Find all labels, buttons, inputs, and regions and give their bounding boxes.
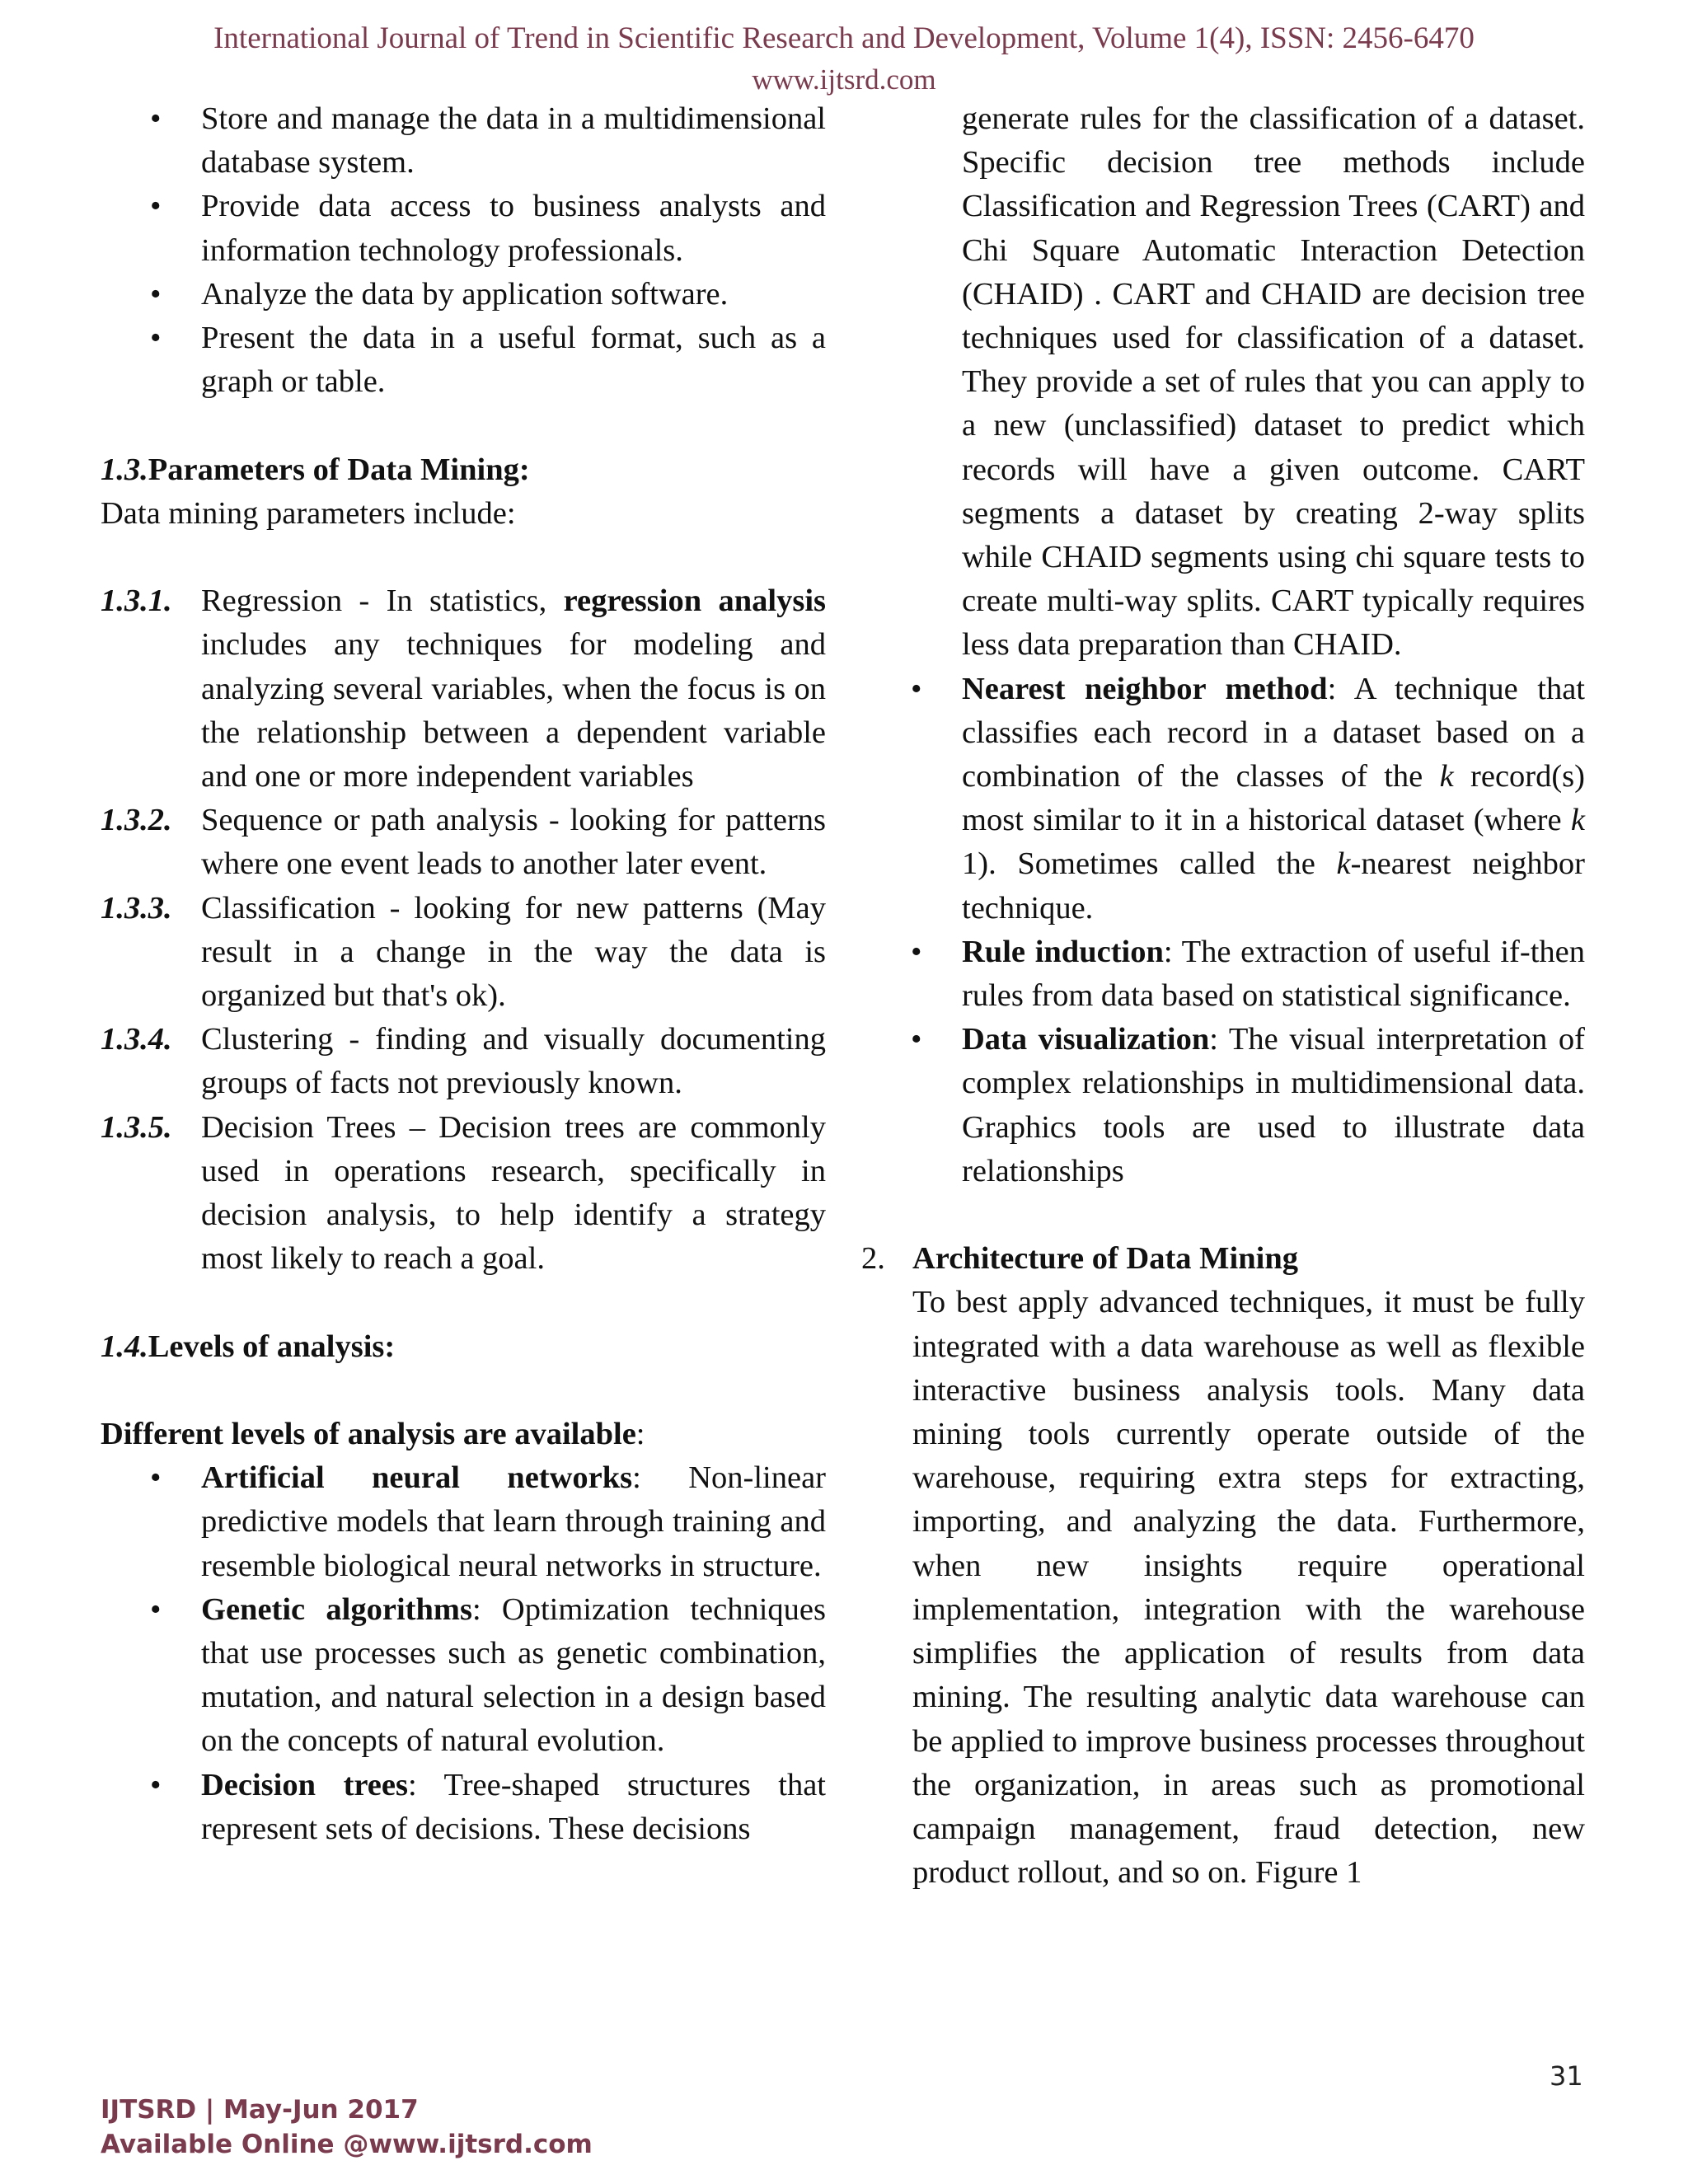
right-column	[861, 97, 1585, 1895]
level-item: • Genetic algorithms: Optimization techniques that use processes such as genetic combination, mutation, and natural selection in a design based on the concepts of natural evolution.	[101, 1588, 826, 1764]
bullet-icon: •	[150, 1767, 162, 1802]
bullet-item: • Provide data access to business analysts and information technology professionals.	[101, 185, 826, 272]
section-heading-2: 2. Architecture of Data Mining	[861, 1241, 1298, 1277]
levels-heading: Different levels of analysis are available:	[101, 1417, 645, 1452]
bullet-item: • Analyze the data by application software.	[101, 273, 826, 316]
section-intro: Data mining parameters include:	[101, 495, 516, 531]
parameter-item: 1.3.4. Clustering - finding and visually documenting groups of facts not previously known.	[101, 1022, 826, 1101]
bullet-icon: •	[150, 276, 162, 312]
bullet-icon: •	[150, 1460, 162, 1496]
bullet-icon: •	[150, 1591, 162, 1627]
level-item: • Nearest neighbor method: A technique that classifies each record in a dataset based on a combination of the classes of the k record(s) most similar to it in a historical dataset (where k 1). Sometimes called the k-nearest neighbor technique.	[861, 668, 1585, 930]
level-item: • Rule induction: The extraction of useful if-then rules from data based on statistical significance.	[861, 930, 1585, 1018]
bullet-icon: •	[150, 189, 162, 224]
footer-online: Available Online @www.ijtsrd.com	[101, 2130, 593, 2159]
bullet-icon: •	[911, 1022, 922, 1057]
bullet-item: • Store and manage the data in a multidimensional database system.	[101, 97, 826, 185]
bullet-icon: •	[911, 671, 922, 706]
continued-paragraph: generate rules for the classification of a dataset. Specific decision tree methods include Classification and Regression Trees (CART) and Chi Square Automatic Interaction Detection (CHAID) . CART and CHAID are decision tree techniques used for classification of a dataset. They provide a set of rules that you can apply to a new (unclassified) dataset to predict which records will have a given outcome. CART segments a dataset by creating 2-way splits while CHAID segments using chi square tests to create multi-way splits. CART typically requires less data preparation than CHAID.	[962, 101, 1585, 663]
journal-header: International Journal of Trend in Scientific Research and Development, Volume 1(4), ISSN: 2456-6470	[213, 21, 1475, 55]
left-column	[101, 97, 826, 1851]
bullet-icon: •	[150, 321, 162, 356]
section-heading-1-4: 1.4.Levels of analysis:	[101, 1329, 396, 1364]
parameter-item: 1.3.1. Regression - In statistics, regression analysis includes any techniques for modeling and analyzing several variables, when the focus is on the relationship between a dependent variable and one or more independent variables	[101, 583, 826, 794]
parameter-item: 1.3.5. Decision Trees – Decision trees are commonly used in operations research, specifically in decision analysis, to help identify a strategy most likely to reach a goal.	[101, 1109, 826, 1277]
bullet-icon: •	[150, 101, 162, 136]
level-item: • Artificial neural networks: Non-linear predictive models that learn through training and resemble biological neural networks in structure.	[101, 1456, 826, 1588]
level-item: • Data visualization: The visual interpretation of complex relationships in multidimensional data. Graphics tools are used to illustrate data relationships	[861, 1018, 1585, 1193]
parameter-item: 1.3.3. Classification - looking for new patterns (May result in a change in the way the data is organized but that's ok).	[101, 890, 826, 1014]
bullet-icon: •	[911, 934, 922, 969]
journal-url: www.ijtsrd.com	[752, 63, 936, 96]
section-heading-1-3: 1.3.Parameters of Data Mining:	[101, 452, 530, 487]
architecture-paragraph: To best apply advanced techniques, it must be fully integrated with a data warehouse as well as flexible interactive business analysis tools. Many data mining tools currently operate outside of the warehouse, requiring extra steps for extracting, importing, and analyzing the data. Furthermore, when new insights require operational implementation, integration with the warehouse simplifies the application of results from data mining. The resulting analytic data warehouse can be applied to improve business processes throughout the organization, in areas such as promotional campaign management, fraud detection, new product rollout, and so on. Figure 1	[912, 1285, 1585, 1891]
bullet-item: • Present the data in a useful format, such as a graph or table.	[101, 316, 826, 404]
level-item: • Decision trees: Tree-shaped structures that represent sets of decisions. These decisions	[101, 1764, 826, 1851]
footer-issue: IJTSRD | May-Jun 2017	[101, 2095, 419, 2125]
page-number: 31	[1550, 2060, 1583, 2092]
parameter-item: 1.3.2. Sequence or path analysis - looking for patterns where one event leads to another later event.	[101, 803, 826, 882]
